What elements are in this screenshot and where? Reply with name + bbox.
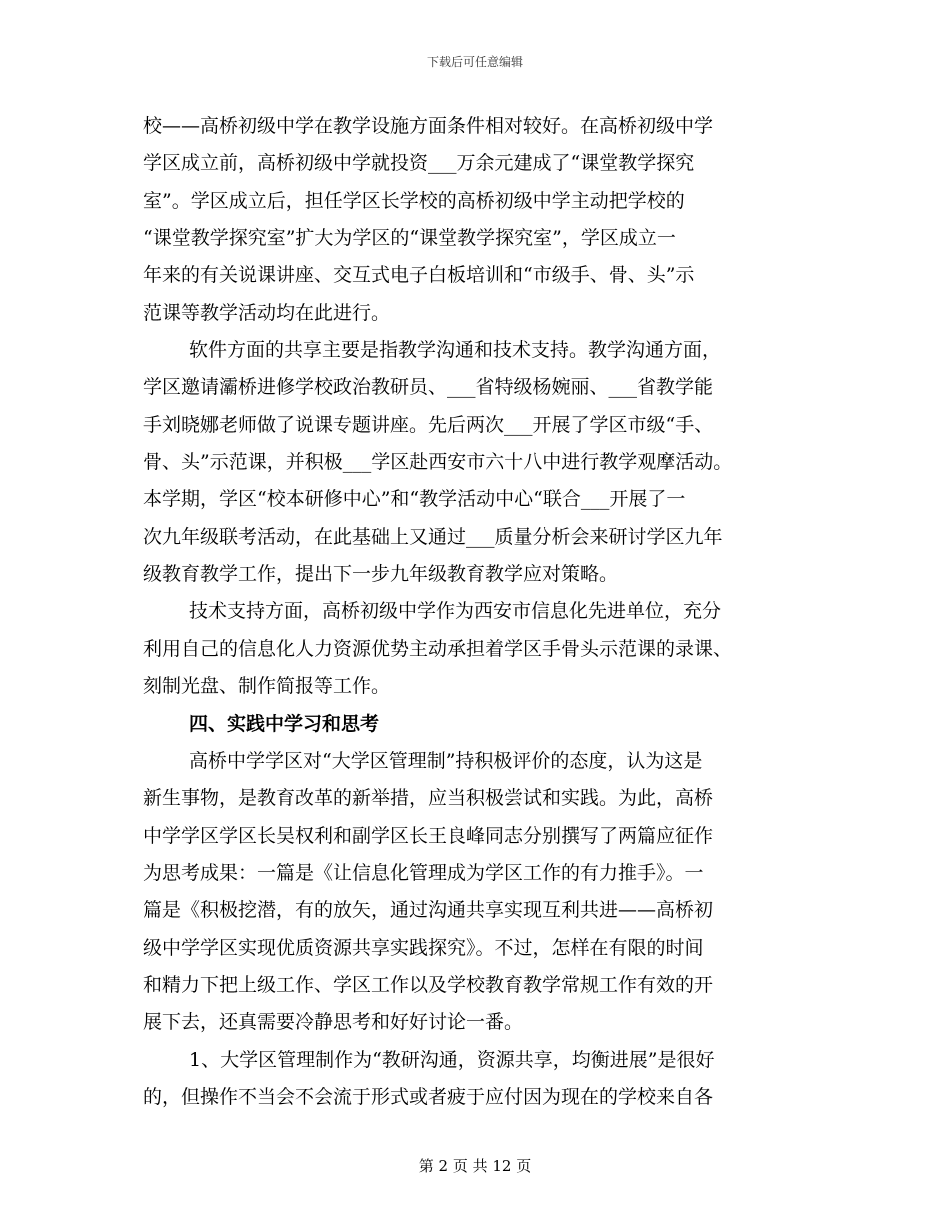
text-line: 刻制光盘、制作简报等工作。 [143,675,391,698]
text-line: 为思考成果：一篇是《让信息化管理成为学区工作的有力推手》。一 [143,861,704,884]
page-number: 第 2 页 共 12 页 [418,1157,532,1175]
body-text [143,108,807,1116]
text-line: 范课等教学活动均在此进行。 [143,301,391,324]
text-line: 学区成立前，高桥初级中学就投资___万余元建成了“课堂教学探究 [143,152,695,175]
text-line: 次九年级联考活动，在此基础上又通过___质量分析会来研讨学区九年 [143,525,723,548]
page-header-note: 下载后可任意编辑 [426,55,523,69]
section-heading: 四、实践中学习和思考 [189,712,380,735]
text-line: 室”。学区成立后，担任学区长学校的高桥初级中学主动把学校的 [143,189,685,212]
text-line: 技术支持方面，高桥初级中学作为西安市信息化先进单位，充分 [189,600,722,623]
text-line: 骨、头”示范课，并积极___学区赴西安市六十八中进行教学观摩活动。 [143,451,733,474]
text-line: 手刘晓娜老师做了说课专题讲座。先后两次___开展了学区市级“手、 [143,413,714,436]
text-line: 新生事物，是教育改革的新举措，应当积极尝试和实践。为此，高桥 [143,787,714,810]
text-line: “课堂教学探究室”扩大为学区的“课堂教学探究室”，学区成立一 [143,227,676,250]
text-line: 软件方面的共享主要是指教学沟通和技术支持。教学沟通方面， [189,339,722,362]
text-line: 和精力下把上级工作、学区工作以及学校教育教学常规工作有效的开 [143,973,714,996]
text-line: 中学学区学区长吴权利和副学区长王良峰同志分别撰写了两篇应征作 [143,824,714,847]
text-line: 的，但操作不当会不会流于形式或者疲于应付因为现在的学校来自各 [143,1085,714,1108]
text-line: 年来的有关说课讲座、交互式电子白板培训和“市级手、骨、头”示 [143,264,695,287]
text-line: 展下去，还真需要冷静思考和好好讨论一番。 [143,1011,524,1034]
text-line: 学区邀请灞桥进修学校政治教研员、___省特级杨婉丽、___省教学能 [143,376,714,399]
text-line: 1、大学区管理制作为“教研沟通，资源共享，均衡进展”是很好 [189,1048,715,1071]
text-line: 级中学学区实现优质资源共享实践探究》。不过，怎样在有限的时间 [143,936,704,959]
text-line: 篇是《积极挖潜，有的放矢，通过沟通共享实现互利共进——高桥初 [143,899,714,922]
text-line: 校——高桥初级中学在教学设施方面条件相对较好。在高桥初级中学 [143,115,714,137]
text-line: 利用自己的信息化人力资源优势主动承担着学区手骨头示范课的录课、 [143,637,733,660]
text-line: 级教育教学工作，提出下一步九年级教育教学应对策略。 [143,563,619,586]
text-line: 高桥中学学区对“大学区管理制”持积极评价的态度，认为这是 [189,749,703,772]
text-line: 本学期，学区“校本研修中心”和“教学活动中心“联合___开展了一 [143,488,686,511]
